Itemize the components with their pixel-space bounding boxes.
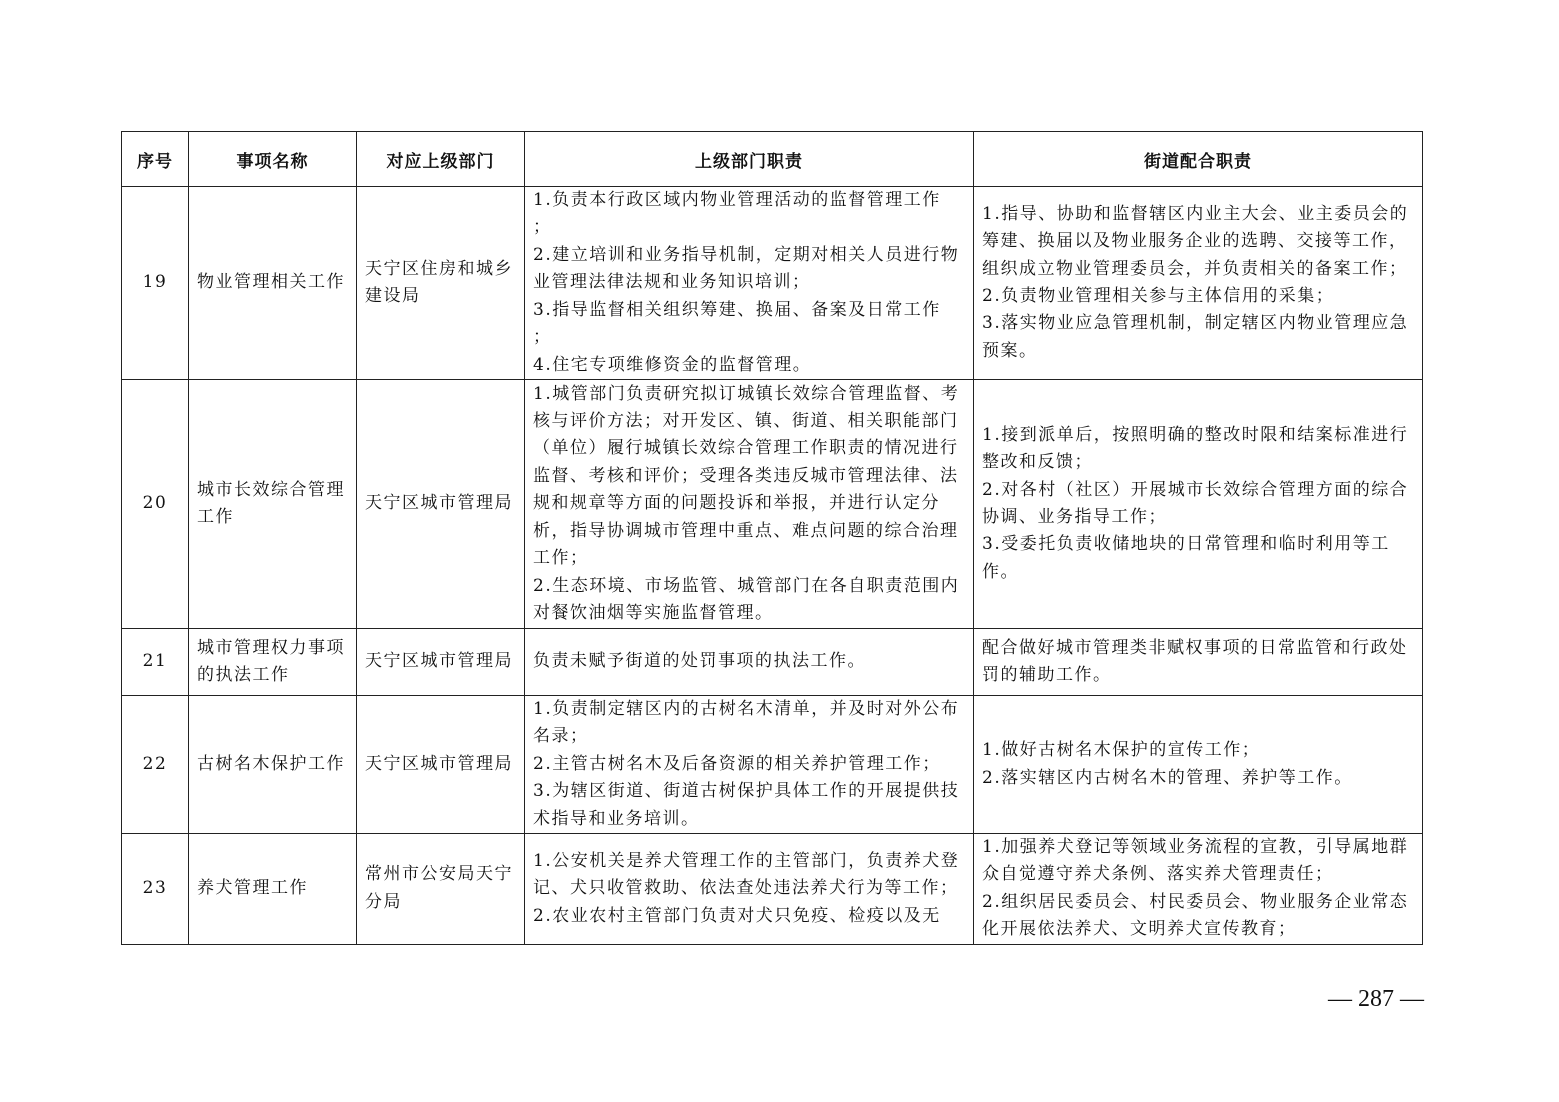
- duty-item: 1.接到派单后，按照明确的整改时限和结案标准进行整改和反馈；: [982, 424, 1409, 473]
- row-item-name: 古树名木保护工作: [189, 696, 357, 834]
- header-dept: 对应上级部门: [357, 132, 525, 187]
- page-number: — 287 —: [1328, 986, 1424, 1012]
- duty-item: 3.指导监督相关组织筹建、换届、备案及日常工作: [533, 299, 941, 320]
- header-street-duty: 街道配合职责: [974, 132, 1423, 187]
- duty-item: 2.主管古树名木及后备资源的相关养护管理工作；: [533, 753, 941, 774]
- row-item-name: 养犬管理工作: [189, 834, 357, 945]
- row-dept: 天宁区住房和城乡建设局: [357, 187, 525, 380]
- duty-item: 4.住宅专项维修资金的监督管理。: [533, 354, 812, 375]
- row-index: 21: [122, 629, 189, 696]
- table-row: [122, 834, 1423, 945]
- duty-item: 2.农业农村主管部门负责对犬只免疫、检疫以及无: [533, 905, 941, 926]
- header-item-name: 事项名称: [189, 132, 357, 187]
- duty-item: 2.落实辖区内古树名木的管理、养护等工作。: [982, 767, 1353, 788]
- table-row: [122, 629, 1423, 696]
- duty-item: 3.落实物业应急管理机制，制定辖区内物业管理应急预案。: [982, 313, 1409, 361]
- row-index: 22: [122, 696, 189, 834]
- header-superior-duty: 上级部门职责: [525, 132, 974, 187]
- duty-item: 3.受委托负责收储地块的日常管理和临时利用等工作。: [982, 534, 1390, 582]
- table-row: [122, 380, 1423, 629]
- duty-item: 1.指导、协助和监督辖区内业主大会、业主委员会的筹建、换届以及物业服务企业的选聘、交接等工作，组织成立物业管理委员会，并负责相关的备案工作；: [982, 203, 1409, 279]
- table-row: [122, 187, 1423, 380]
- row-superior-duty: [525, 629, 974, 696]
- duty-item: 3.为辖区街道、街道古树保护具体工作的开展提供技术指导和业务培训。: [533, 781, 960, 829]
- row-dept: 天宁区城市管理局: [357, 380, 525, 629]
- duty-item: ；: [533, 217, 552, 238]
- responsibility-table: [121, 131, 1423, 945]
- row-superior-duty: [525, 696, 974, 834]
- duty-item: 1.负责制定辖区内的古树名木清单，并及时对外公布名录；: [533, 699, 960, 747]
- duty-item: 2.建立培训和业务指导机制，定期对相关人员进行物业管理法律法规和业务知识培训；: [533, 244, 960, 293]
- duty-item: 2.负责物业管理相关参与主体信用的采集；: [982, 286, 1335, 306]
- duty-item: ；: [533, 327, 552, 348]
- duty-item: 2.生态环境、市场监管、城管部门在各自职责范围内对餐饮油烟等实施监督管理。: [533, 575, 960, 623]
- row-index: 23: [122, 834, 189, 945]
- duty-item: 2.对各村（社区）开展城市长效综合管理方面的综合协调、业务指导工作；: [982, 479, 1409, 527]
- row-street-duty: [974, 629, 1423, 696]
- row-dept: 天宁区城市管理局: [357, 629, 525, 696]
- duty-item: 1.加强养犬登记等领域业务流程的宣教，引导属地群众自觉遵守养犬条例、落实养犬管理责任；: [982, 837, 1409, 885]
- row-superior-duty: [525, 187, 974, 380]
- row-superior-duty: [525, 380, 974, 629]
- duty-item: 负责未赋予街道的处罚事项的执法工作。: [533, 651, 866, 672]
- row-index: 20: [122, 380, 189, 629]
- row-dept: 天宁区城市管理局: [357, 696, 525, 834]
- duty-item: 1.公安机关是养犬管理工作的主管部门，负责养犬登记、犬只收管救助、依法查处违法养犬行为等工作；: [533, 850, 960, 899]
- duty-item: 1.负责本行政区域内物业管理活动的监督管理工作: [533, 190, 941, 211]
- row-superior-duty: [525, 834, 974, 945]
- table-row: [122, 696, 1423, 834]
- duty-item: 1.做好古树名木保护的宣传工作；: [982, 740, 1261, 761]
- row-street-duty: [974, 834, 1423, 945]
- row-item-name: 城市管理权力事项的执法工作: [189, 629, 357, 696]
- row-street-duty: [974, 696, 1423, 834]
- duty-item: 2.组织居民委员会、村民委员会、物业服务企业常态化开展依法养犬、文明养犬宣传教育；: [982, 891, 1409, 940]
- row-dept: 常州市公安局天宁分局: [357, 834, 525, 945]
- row-street-duty: [974, 380, 1423, 629]
- row-item-name: 物业管理相关工作: [189, 187, 357, 380]
- row-index: 19: [122, 187, 189, 380]
- row-street-duty: [974, 187, 1423, 380]
- duty-item: 配合做好城市管理类非赋权事项的日常监管和行政处罚的辅助工作。: [982, 637, 1408, 685]
- duty-item: 1.城管部门负责研究拟订城镇长效综合管理监督、考核与评价方法；对开发区、镇、街道、相关职能部门（单位）履行城镇长效综合管理工作职责的情况进行监督、考核和评价；受理各类违反城市管理法律、法规和规章等方面的问题投诉和举报，并进行认定分析，指导协调城市管理中重点、难点问题的综合治理工作；: [533, 383, 960, 569]
- row-item-name: 城市长效综合管理工作: [189, 380, 357, 629]
- header-index: 序号: [122, 132, 189, 187]
- table-header-row: [122, 132, 1423, 187]
